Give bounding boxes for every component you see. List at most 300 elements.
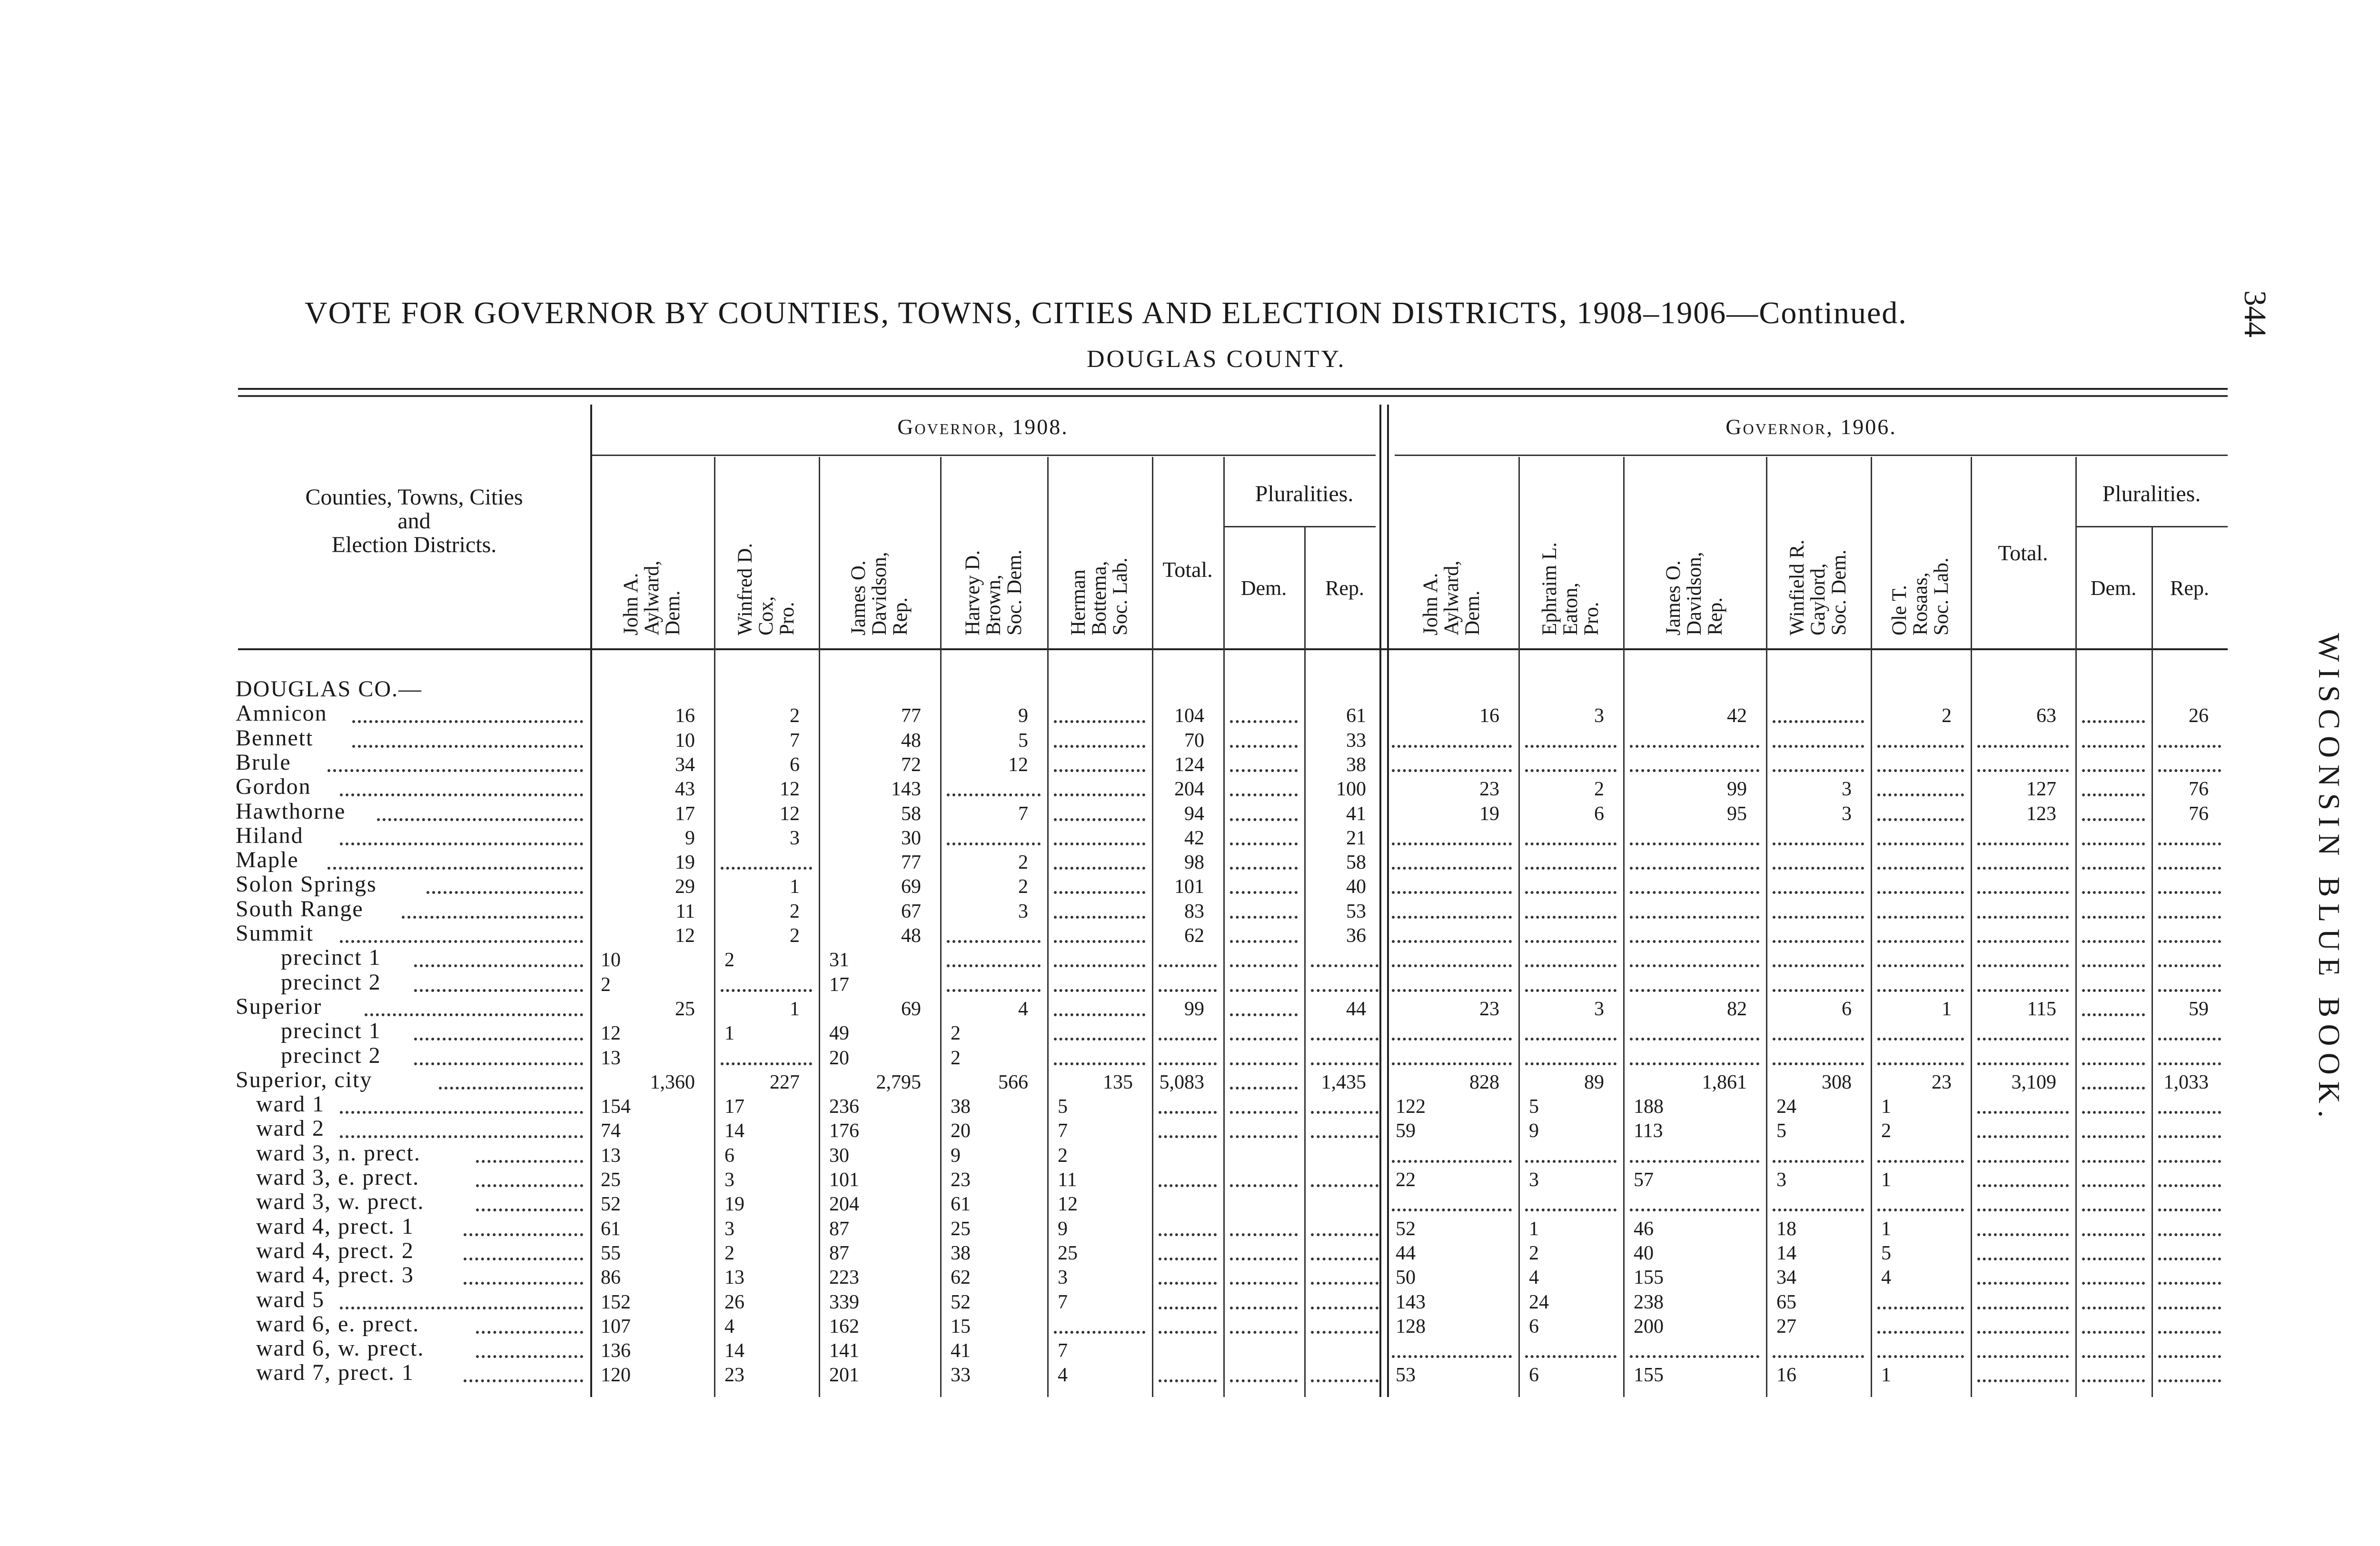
- table-cell: 69: [901, 998, 921, 1020]
- table-cell: 36: [1346, 925, 1366, 947]
- table-cell: 11: [675, 900, 695, 922]
- column-rule: [1304, 526, 1306, 1397]
- empty-cell-leader: [1977, 1307, 2069, 1309]
- empty-cell-leader: [1773, 940, 1864, 943]
- empty-cell-leader: [2082, 769, 2145, 772]
- empty-cell-leader: [1630, 1355, 1759, 1358]
- rule-top: [238, 388, 2228, 390]
- row-label: Bennett: [236, 725, 314, 751]
- table-cell: 1: [1881, 1096, 1891, 1118]
- dot-leader: [365, 1013, 583, 1016]
- empty-cell-leader: [1159, 1282, 1217, 1285]
- row-label: precinct 2: [281, 1042, 381, 1068]
- empty-cell-leader: [1977, 989, 2069, 992]
- empty-cell-leader: [2158, 1258, 2221, 1260]
- table-cell: 46: [1634, 1218, 1654, 1240]
- empty-cell-leader: [1773, 916, 1864, 919]
- table-cell: 14: [724, 1120, 744, 1142]
- column-header-line: Rosaas,: [1909, 572, 1932, 635]
- table-cell: 3: [790, 827, 800, 849]
- rule-pluralities: [1223, 526, 1376, 527]
- column-header-line: Pro.: [776, 602, 798, 635]
- table-cell: 23: [1479, 778, 1499, 801]
- table-cell: 48: [901, 729, 921, 752]
- empty-cell-leader: [1877, 1331, 1964, 1334]
- row-label: Maple: [236, 847, 299, 873]
- table-cell: 1: [790, 998, 800, 1020]
- empty-cell-leader: [2082, 1038, 2145, 1041]
- column-header-line: Rep.: [889, 597, 912, 635]
- row-label: precinct 2: [281, 969, 381, 995]
- empty-cell-leader: [1159, 1331, 1217, 1334]
- empty-cell-leader: [1054, 867, 1145, 870]
- row-label: precinct 1: [281, 945, 381, 971]
- table-cell: 123: [2026, 803, 2056, 825]
- empty-cell-leader: [1230, 964, 1298, 967]
- table-cell: 101: [829, 1169, 859, 1191]
- page-number: 344: [2238, 290, 2272, 337]
- column-header-candidate-1906: [1663, 552, 1726, 635]
- table-cell: 6: [1842, 998, 1852, 1020]
- table-cell: 107: [601, 1315, 631, 1338]
- empty-cell-leader: [1230, 1062, 1298, 1065]
- empty-cell-leader: [1230, 1282, 1298, 1285]
- rule-group-1906: [1395, 455, 2228, 456]
- empty-cell-leader: [1630, 842, 1759, 845]
- column-header-candidate-1906: [1539, 542, 1602, 635]
- table-cell: 99: [1727, 778, 1747, 801]
- empty-cell-leader: [1773, 1062, 1864, 1065]
- table-cell: 3: [1594, 998, 1604, 1020]
- empty-cell-leader: [947, 940, 1041, 943]
- table-cell: 6: [724, 1144, 734, 1167]
- table-cell: 4: [1058, 1364, 1068, 1387]
- empty-cell-leader: [1159, 1379, 1217, 1382]
- column-header-candidate-1906: [1420, 561, 1483, 635]
- table-cell: 42: [1184, 827, 1204, 849]
- row-label: ward 1: [256, 1091, 325, 1117]
- dot-leader: [340, 1135, 583, 1138]
- empty-cell-leader: [2158, 1331, 2221, 1334]
- table-cell: 154: [601, 1096, 631, 1118]
- empty-cell-leader: [2158, 1184, 2221, 1187]
- column-rule: [1971, 457, 1972, 1397]
- empty-cell-leader: [1230, 818, 1298, 821]
- empty-cell-leader: [1877, 793, 1964, 796]
- empty-cell-leader: [2158, 1379, 2221, 1382]
- table-cell: 19: [675, 852, 695, 874]
- table-cell: 86: [601, 1267, 621, 1289]
- dem-header: Dem.: [2090, 576, 2137, 600]
- table-cell: 308: [1822, 1071, 1852, 1093]
- table-cell: 2: [951, 1022, 961, 1045]
- row-label: Superior, city: [236, 1067, 373, 1092]
- empty-cell-leader: [2158, 891, 2221, 894]
- table-cell: 19: [724, 1193, 744, 1216]
- empty-cell-leader: [2158, 1307, 2221, 1309]
- table-cell: 23: [724, 1364, 744, 1387]
- empty-cell-leader: [2082, 989, 2145, 992]
- table-cell: 1,360: [650, 1071, 695, 1093]
- table-cell: 33: [1346, 729, 1366, 752]
- table-cell: 16: [675, 705, 695, 727]
- dot-leader: [414, 1062, 583, 1065]
- rep-header: Rep.: [2170, 576, 2209, 600]
- group-header-1906: Governor, 1906.: [1726, 415, 1897, 439]
- empty-cell-leader: [1230, 1087, 1298, 1090]
- empty-cell-leader: [1392, 989, 1512, 992]
- table-cell: 127: [2026, 778, 2056, 801]
- column-header-line: Brown,: [982, 575, 1005, 635]
- dot-leader: [327, 769, 583, 772]
- row-label: ward 3, w. prect.: [256, 1189, 425, 1215]
- empty-cell-leader: [1230, 1135, 1298, 1138]
- empty-cell-leader: [1977, 891, 2069, 894]
- table-cell: 21: [1346, 827, 1366, 849]
- table-cell: 176: [829, 1120, 859, 1142]
- table-cell: 62: [1184, 925, 1204, 947]
- empty-cell-leader: [1230, 720, 1298, 723]
- table-cell: 828: [1469, 1071, 1499, 1093]
- empty-cell-leader: [1773, 1209, 1864, 1211]
- table-cell: 2: [790, 900, 800, 922]
- empty-cell-leader: [2082, 842, 2145, 845]
- table-cell: 38: [951, 1242, 971, 1264]
- column-header-line: Winfred D.: [734, 543, 756, 635]
- table-cell: 5: [1776, 1120, 1786, 1142]
- empty-cell-leader: [2082, 1013, 2145, 1016]
- empty-cell-leader: [1230, 867, 1298, 870]
- empty-cell-leader: [1877, 916, 1964, 919]
- table-cell: 1,861: [1702, 1071, 1747, 1093]
- stub-header-line: Election Districts.: [331, 532, 497, 557]
- dot-leader: [340, 940, 583, 943]
- empty-cell-leader: [2082, 1062, 2145, 1065]
- empty-cell-leader: [2158, 1160, 2221, 1163]
- table-cell: 87: [829, 1242, 849, 1264]
- empty-cell-leader: [1392, 1160, 1512, 1163]
- table-cell: 77: [901, 852, 921, 874]
- table-cell: 99: [1184, 998, 1204, 1020]
- table-cell: 1: [1881, 1169, 1891, 1191]
- empty-cell-leader: [1230, 1111, 1298, 1114]
- table-cell: 4: [1881, 1267, 1891, 1289]
- column-rule: [2152, 526, 2153, 1397]
- row-label: ward 7, prect. 1: [256, 1360, 414, 1386]
- table-cell: 41: [1346, 803, 1366, 825]
- table-cell: 87: [829, 1218, 849, 1240]
- column-rule: [2075, 457, 2077, 1397]
- empty-cell-leader: [1159, 1258, 1217, 1260]
- dem-header: Dem.: [1240, 576, 1287, 600]
- page-subtitle: DOUGLAS COUNTY.: [1087, 346, 1346, 373]
- table-cell: 17: [675, 803, 695, 825]
- empty-cell-leader: [1159, 1184, 1217, 1187]
- row-label: ward 4, prect. 2: [256, 1238, 414, 1263]
- dot-leader: [439, 1087, 583, 1090]
- table-cell: 53: [1346, 900, 1366, 922]
- table-cell: 16: [1776, 1364, 1796, 1387]
- table-cell: 9: [1529, 1120, 1539, 1142]
- table-cell: 70: [1184, 729, 1204, 752]
- table-cell: 13: [724, 1267, 744, 1289]
- column-header-line: Gaylord,: [1807, 563, 1829, 635]
- table-cell: 2: [1881, 1120, 1891, 1142]
- empty-cell-leader: [1525, 1160, 1616, 1163]
- column-rule: [940, 457, 942, 1397]
- table-cell: 13: [601, 1047, 621, 1069]
- empty-cell-leader: [2082, 1135, 2145, 1138]
- table-cell: 16: [1479, 705, 1499, 727]
- row-label: Amnicon: [236, 701, 327, 726]
- empty-cell-leader: [2082, 1307, 2145, 1309]
- table-cell: 61: [1346, 705, 1366, 727]
- table-cell: 12: [780, 803, 800, 825]
- table-cell: 12: [601, 1022, 621, 1045]
- column-header-line: Cox,: [755, 596, 777, 635]
- table-cell: 59: [1396, 1120, 1416, 1142]
- empty-cell-leader: [1311, 1184, 1378, 1187]
- table-cell: 25: [951, 1218, 971, 1240]
- table-cell: 4: [724, 1315, 734, 1338]
- table-cell: 155: [1634, 1364, 1664, 1387]
- empty-cell-leader: [1773, 964, 1864, 967]
- empty-cell-leader: [1977, 745, 2069, 748]
- table-cell: 58: [1346, 852, 1366, 874]
- column-header-line: Eaton,: [1559, 582, 1582, 635]
- table-cell: 24: [1529, 1291, 1549, 1313]
- empty-cell-leader: [2082, 867, 2145, 870]
- empty-cell-leader: [1159, 989, 1217, 992]
- table-cell: 14: [724, 1340, 744, 1362]
- table-cell: 1: [1942, 998, 1952, 1020]
- row-label: Hawthorne: [236, 798, 346, 824]
- table-cell: 3: [1842, 803, 1852, 825]
- empty-cell-leader: [1159, 1111, 1217, 1114]
- table-cell: 9: [951, 1144, 961, 1167]
- table-cell: 23: [1479, 998, 1499, 1020]
- empty-cell-leader: [1525, 964, 1616, 967]
- table-cell: 55: [601, 1242, 621, 1264]
- empty-cell-leader: [1877, 989, 1964, 992]
- table-cell: 72: [901, 753, 921, 776]
- table-cell: 200: [1634, 1315, 1664, 1338]
- empty-cell-leader: [1773, 1038, 1864, 1041]
- stub-header: [248, 486, 581, 557]
- column-header-line: Soc. Lab.: [1109, 557, 1131, 635]
- empty-cell-leader: [1525, 769, 1616, 772]
- table-cell: 61: [601, 1218, 621, 1240]
- table-cell: 10: [675, 729, 695, 752]
- empty-cell-leader: [1877, 1160, 1964, 1163]
- empty-cell-leader: [2082, 891, 2145, 894]
- table-cell: 69: [901, 876, 921, 898]
- empty-cell-leader: [1392, 964, 1512, 967]
- table-cell: 26: [2189, 705, 2209, 727]
- table-cell: 25: [601, 1169, 621, 1191]
- empty-cell-leader: [1054, 964, 1145, 967]
- empty-cell-leader: [2158, 1062, 2221, 1065]
- empty-cell-leader: [1230, 1258, 1298, 1260]
- column-rule: [1766, 457, 1767, 1397]
- empty-cell-leader: [1630, 964, 1759, 967]
- dot-leader: [327, 867, 583, 870]
- table-cell: 2: [790, 925, 800, 947]
- empty-cell-leader: [2158, 940, 2221, 943]
- table-cell: 162: [829, 1315, 859, 1338]
- table-cell: 42: [1727, 705, 1747, 727]
- table-cell: 65: [1776, 1291, 1796, 1313]
- table-cell: 53: [1396, 1364, 1416, 1387]
- table-cell: 204: [829, 1193, 859, 1216]
- empty-cell-leader: [721, 989, 812, 992]
- empty-cell-leader: [1525, 1355, 1616, 1358]
- column-header-line: Aylward,: [641, 560, 663, 635]
- empty-cell-leader: [1525, 867, 1616, 870]
- table-cell: 104: [1174, 705, 1204, 727]
- empty-cell-leader: [1230, 1013, 1298, 1016]
- table-cell: 3: [1842, 778, 1852, 801]
- empty-cell-leader: [1311, 1038, 1378, 1041]
- dot-leader: [476, 1160, 583, 1163]
- table-cell: 25: [1058, 1242, 1078, 1264]
- empty-cell-leader: [1977, 1038, 2069, 1041]
- empty-cell-leader: [2082, 1233, 2145, 1236]
- table-cell: 2: [1018, 852, 1028, 874]
- column-rule: [1223, 457, 1225, 1397]
- empty-cell-leader: [1392, 940, 1512, 943]
- empty-cell-leader: [1977, 1233, 2069, 1236]
- table-cell: 1: [1881, 1364, 1891, 1387]
- empty-cell-leader: [1773, 745, 1864, 748]
- empty-cell-leader: [2082, 1111, 2145, 1114]
- empty-cell-leader: [1054, 989, 1145, 992]
- empty-cell-leader: [1159, 1038, 1217, 1041]
- empty-cell-leader: [1230, 1331, 1298, 1334]
- column-header-candidate-1908: [962, 550, 1025, 635]
- table-cell: 76: [2189, 803, 2209, 825]
- row-label: precinct 1: [281, 1018, 381, 1044]
- rule-group-1908: [590, 455, 1376, 456]
- empty-cell-leader: [2082, 1331, 2145, 1334]
- empty-cell-leader: [1977, 1258, 2069, 1260]
- table-cell: 41: [951, 1340, 971, 1362]
- table-cell: 38: [1346, 753, 1366, 776]
- table-cell: 9: [1018, 705, 1028, 727]
- table-cell: 5: [1018, 729, 1028, 752]
- empty-cell-leader: [1630, 769, 1759, 772]
- table-cell: 31: [829, 949, 849, 971]
- empty-cell-leader: [1054, 940, 1145, 943]
- table-cell: 3: [1594, 705, 1604, 727]
- empty-cell-leader: [2082, 818, 2145, 821]
- table-cell: 155: [1634, 1267, 1664, 1289]
- table-cell: 77: [901, 705, 921, 727]
- empty-cell-leader: [1977, 1135, 2069, 1138]
- dot-leader: [340, 842, 583, 845]
- empty-cell-leader: [1773, 720, 1864, 723]
- dot-leader: [340, 1111, 583, 1114]
- table-cell: 15: [951, 1315, 971, 1338]
- empty-cell-leader: [1877, 964, 1964, 967]
- empty-cell-leader: [1054, 1038, 1145, 1041]
- rule-header-bottom: [238, 648, 2228, 650]
- table-cell: 227: [770, 1071, 800, 1093]
- empty-cell-leader: [1230, 1184, 1298, 1187]
- column-header-line: John A.: [620, 573, 642, 635]
- table-cell: 2: [601, 973, 611, 996]
- table-cell: 136: [601, 1340, 631, 1362]
- empty-cell-leader: [1392, 842, 1512, 845]
- empty-cell-leader: [1525, 940, 1616, 943]
- rule-top: [238, 395, 2228, 397]
- empty-cell-leader: [1877, 745, 1964, 748]
- row-label: Gordon: [236, 774, 311, 800]
- empty-cell-leader: [1311, 1135, 1378, 1138]
- table-cell: 12: [1058, 1193, 1078, 1216]
- empty-cell-leader: [1392, 745, 1512, 748]
- empty-cell-leader: [2158, 1111, 2221, 1114]
- empty-cell-leader: [1311, 964, 1378, 967]
- empty-cell-leader: [2082, 1184, 2145, 1187]
- empty-cell-leader: [1230, 989, 1298, 992]
- empty-cell-leader: [1877, 1307, 1964, 1309]
- table-cell: 201: [829, 1364, 859, 1387]
- table-cell: 3: [1058, 1267, 1068, 1289]
- empty-cell-leader: [2158, 964, 2221, 967]
- table-cell: 19: [1479, 803, 1499, 825]
- table-cell: 95: [1727, 803, 1747, 825]
- empty-cell-leader: [947, 842, 1041, 845]
- table-cell: 61: [951, 1193, 971, 1216]
- column-header-line: Soc. Dem.: [1828, 549, 1850, 635]
- column-header-line: Dem.: [662, 590, 684, 635]
- empty-cell-leader: [947, 964, 1041, 967]
- empty-cell-leader: [1977, 916, 2069, 919]
- empty-cell-leader: [1877, 940, 1964, 943]
- empty-cell-leader: [1773, 891, 1864, 894]
- table-cell: 83: [1184, 900, 1204, 922]
- empty-cell-leader: [1159, 1062, 1217, 1065]
- table-cell: 204: [1174, 778, 1204, 801]
- column-header-candidate-1908: [848, 552, 911, 635]
- dot-leader: [414, 989, 583, 992]
- table-cell: 52: [1396, 1218, 1416, 1240]
- column-rule: [1518, 457, 1520, 1397]
- table-cell: 2: [1529, 1242, 1539, 1264]
- empty-cell-leader: [947, 793, 1041, 796]
- column-header-line: Pro.: [1580, 602, 1603, 635]
- table-cell: 6: [1529, 1364, 1539, 1387]
- dot-leader: [352, 745, 583, 748]
- table-cell: 122: [1396, 1096, 1426, 1118]
- empty-cell-leader: [1392, 1355, 1512, 1358]
- empty-cell-leader: [1525, 1062, 1616, 1065]
- empty-cell-leader: [1311, 989, 1378, 992]
- empty-cell-leader: [1159, 1307, 1217, 1309]
- row-label: ward 4, prect. 1: [256, 1213, 414, 1239]
- empty-cell-leader: [1977, 1355, 2069, 1358]
- empty-cell-leader: [2082, 1379, 2145, 1382]
- table-cell: 152: [601, 1291, 631, 1313]
- column-header-line: Davidson,: [1683, 552, 1706, 635]
- empty-cell-leader: [1630, 891, 1759, 894]
- table-cell: 44: [1346, 998, 1366, 1020]
- empty-cell-leader: [1311, 1062, 1378, 1065]
- empty-cell-leader: [2158, 1038, 2221, 1041]
- table-cell: 18: [1776, 1218, 1796, 1240]
- column-rule: [590, 405, 592, 1397]
